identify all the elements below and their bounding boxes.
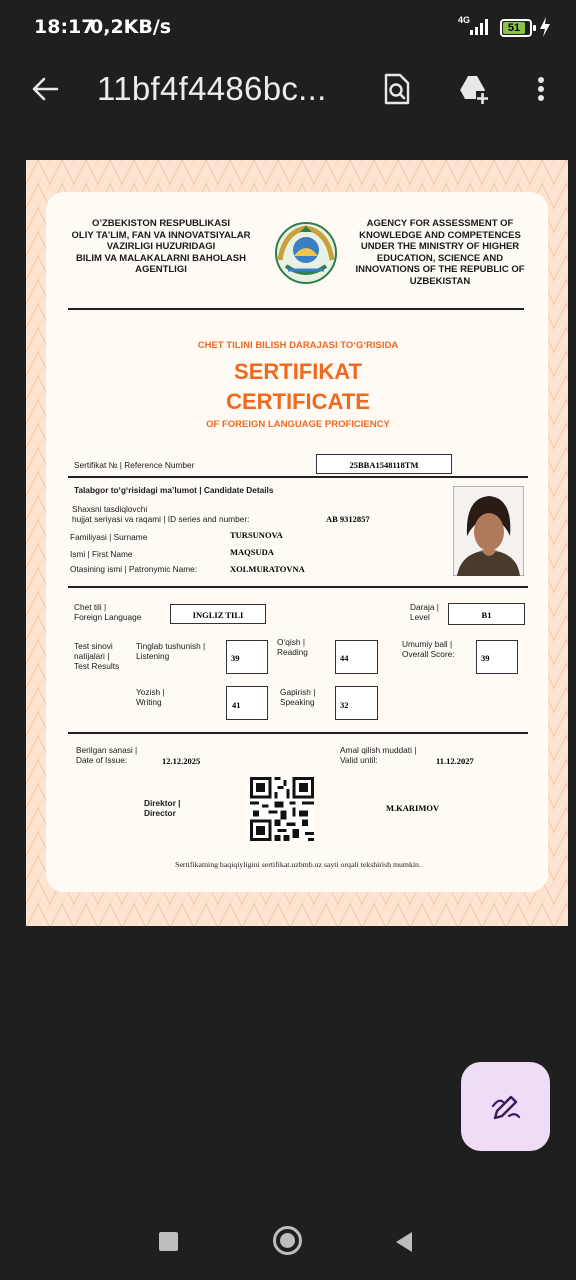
issue-date: 12.12.2025 [162, 756, 201, 766]
overall-score: 39 [481, 653, 490, 663]
status-bar [0, 0, 576, 56]
verification-footer: Sertifikatning haqiqiyligini sertifikat.uzbmb.uz sayti orqali tekshirish mumkin. [175, 860, 421, 869]
edit-pen-icon [489, 1090, 523, 1124]
reference-label: Sertifikat № | Reference Number [74, 460, 195, 470]
overall-label: Umumiy ball | Overall Score: [402, 639, 455, 659]
divider [68, 732, 528, 734]
listening-label: Tinglab tushunish | Listening [136, 641, 206, 661]
writing-score: 41 [232, 700, 241, 710]
document-title: 11bf4f4486bc... [97, 70, 327, 107]
home-circle-icon[interactable] [273, 1226, 302, 1255]
speaking-label: Gapirish | Speaking [280, 687, 316, 707]
valid-date: 11.12.2027 [436, 756, 474, 766]
reference-number: 25BBA1548118TM [349, 460, 419, 470]
document-search-icon[interactable] [380, 72, 414, 106]
back-arrow-icon[interactable] [30, 74, 60, 104]
surname-value: TURSUNOVA [230, 530, 283, 540]
battery-level: 51 [503, 22, 525, 34]
surname-label: Familiyasi | Surname [70, 532, 148, 542]
level-label: Daraja | Level [410, 602, 439, 622]
battery-icon [500, 19, 532, 37]
language-label: Chet tili | Foreign Language [74, 602, 142, 622]
charging-icon [538, 16, 552, 38]
subtitle-en: OF FOREIGN LANGUAGE PROFICIENCY [206, 419, 390, 430]
divider [68, 476, 528, 478]
results-label: Test sinovi natijalari | Test Results [74, 641, 120, 671]
app-bar [0, 56, 576, 134]
recents-square-icon[interactable] [159, 1232, 178, 1251]
listening-score: 39 [231, 653, 240, 663]
speaking-score: 32 [340, 700, 349, 710]
divider [68, 586, 528, 588]
back-triangle-icon[interactable] [394, 1231, 414, 1253]
director-label: Direktor | Director [144, 798, 181, 818]
more-vert-icon[interactable] [524, 72, 558, 106]
level-value: B1 [481, 610, 492, 620]
reading-score: 44 [340, 653, 349, 663]
document-viewer[interactable] [0, 134, 576, 1196]
candidate-photo [453, 486, 524, 576]
patronymic-label: Otasining ismi | Patronymic Name: [70, 564, 198, 574]
reading-label: O‘qish | Reading [277, 637, 308, 657]
id-value: AB 9312857 [326, 514, 370, 524]
valid-label: Amal qilish muddati | Valid until: [340, 745, 417, 765]
patronymic-value: XOLMURATOVNA [230, 564, 305, 574]
status-data-rate: 0,2KB/s [90, 16, 172, 38]
agency-name-uz: O’ZBEKISTON RESPUBLIKASI OLIY TA’LIM, FAN VA INNOVATSIYALAR VAZIRLIGI HUZURIDAGI BILIM VA MALAKALARNI BAHOLASH AGENTLIGI [71, 218, 251, 275]
network-type: 4G [458, 15, 471, 25]
edit-fab-button[interactable] [461, 1062, 550, 1151]
certificate-page [26, 160, 568, 926]
writing-label: Yozish | Writing [136, 687, 165, 707]
language-value: INGLIZ TILI [192, 610, 244, 620]
title-en: CERTIFICATE [226, 389, 370, 414]
issue-label: Berilgan sanasi | Date of Issue: [76, 745, 138, 765]
firstname-value: MAQSUDA [230, 547, 274, 557]
signal-icon [470, 18, 492, 36]
status-time: 18:17 [34, 16, 95, 38]
divider [68, 308, 524, 310]
id-label: Shaxsni tasdiqlovchi hujjat seriyasi va raqami | ID series and number: [72, 504, 250, 524]
drive-add-icon[interactable] [455, 72, 489, 106]
subtitle-uz: CHET TILINI BILISH DARAJASI TO‘G‘RISIDA [197, 340, 399, 351]
agency-name-en: AGENCY FOR ASSESSMENT OF KNOWLEDGE AND COMPETENCES UNDER THE MINISTRY OF HIGHER EDUCATION, SCIENCE AND INNOVATIONS OF THE REPUBLIC OF UZBEKISTAN [355, 218, 525, 287]
candidate-section-title: Talabgor to‘g‘risidagi ma’lumot | Candidate Details [74, 485, 274, 495]
director-name: M.KARIMOV [386, 803, 440, 813]
navigation-bar [0, 1196, 576, 1280]
state-emblem-icon [274, 220, 338, 286]
qr-code[interactable] [250, 777, 314, 841]
title-uz: SERTIFIKAT [234, 359, 362, 384]
firstname-label: Ismi | First Name [70, 549, 133, 559]
